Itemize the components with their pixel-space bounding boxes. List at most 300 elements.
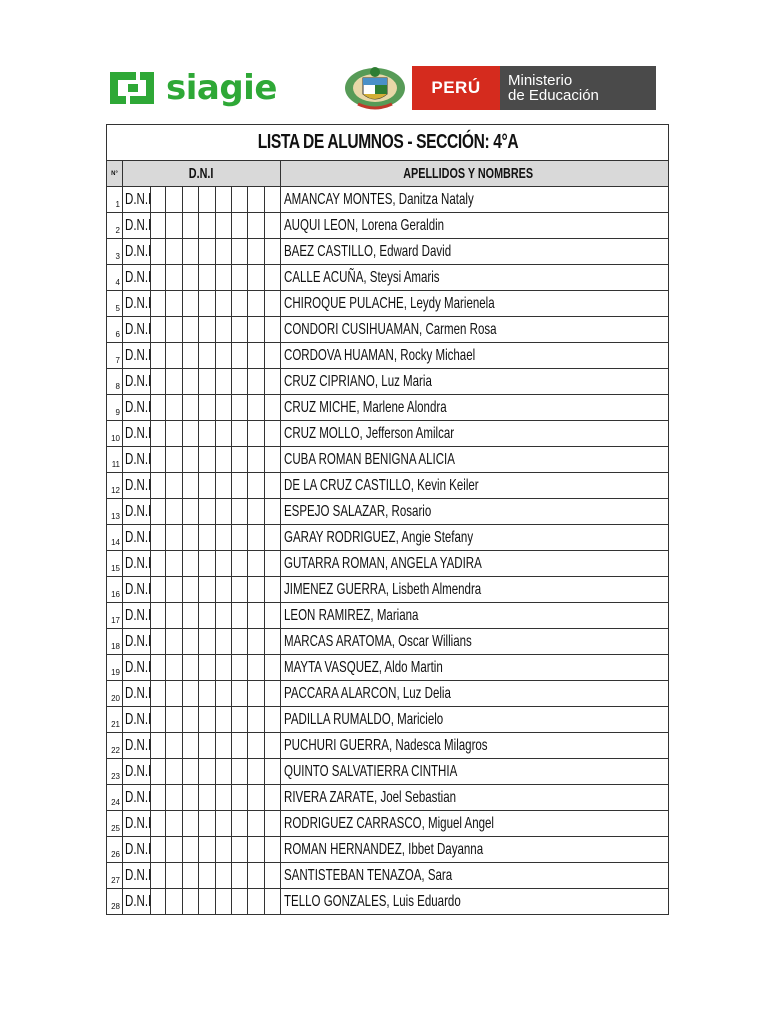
student-name: RODRIGUEZ CARRASCO, Miguel Angel: [281, 811, 669, 837]
dni-digit-box: [248, 863, 265, 889]
dni-digit-box: [216, 447, 232, 473]
dni-digit-box: [199, 655, 216, 681]
dni-digit-box: [232, 759, 248, 785]
table-row: [107, 473, 669, 499]
row-number: 13: [107, 499, 123, 525]
dni-digit-box: [166, 707, 183, 733]
dni-digit-box: [216, 343, 232, 369]
dni-digit-box: [232, 395, 248, 421]
dni-label: D.N.I: [123, 811, 151, 837]
student-name: PUCHURI GUERRA, Nadesca Milagros: [281, 733, 669, 759]
row-number: 15: [107, 551, 123, 577]
student-name: CALLE ACUÑA, Steysi Amaris: [281, 265, 669, 291]
dni-digit-box: [183, 343, 199, 369]
row-number: 20: [107, 681, 123, 707]
dni-digit-box: [232, 837, 248, 863]
dni-digit-box: [232, 889, 248, 915]
student-name: GUTARRA ROMAN, ANGELA YADIRA: [281, 551, 669, 577]
table-row: [107, 369, 669, 395]
dni-digit-box: [216, 317, 232, 343]
dni-digit-box: [199, 473, 216, 499]
dni-digit-box: [199, 343, 216, 369]
ministerio-line2: de Educación: [508, 87, 599, 104]
table-row: [107, 187, 669, 213]
dni-digit-box: [216, 369, 232, 395]
siagie-icon: [106, 68, 158, 108]
dni-digit-box: [166, 655, 183, 681]
dni-digit-box: [199, 889, 216, 915]
dni-digit-box: [199, 265, 216, 291]
student-name: ROMAN HERNANDEZ, Ibbet Dayanna: [281, 837, 669, 863]
dni-label: D.N.I: [123, 499, 151, 525]
table-row: [107, 785, 669, 811]
dni-digit-box: [265, 317, 281, 343]
dni-digit-box: [265, 499, 281, 525]
dni-digit-box: [183, 525, 199, 551]
dni-digit-box: [248, 629, 265, 655]
dni-digit-box: [166, 577, 183, 603]
row-number: 7: [107, 343, 123, 369]
table-row: [107, 863, 669, 889]
dni-digit-box: [248, 343, 265, 369]
dni-digit-box: [265, 759, 281, 785]
dni-digit-box: [265, 863, 281, 889]
dni-digit-box: [183, 863, 199, 889]
row-number: 19: [107, 655, 123, 681]
row-number: 23: [107, 759, 123, 785]
dni-digit-box: [199, 811, 216, 837]
dni-digit-box: [248, 291, 265, 317]
dni-digit-box: [232, 525, 248, 551]
dni-digit-box: [248, 265, 265, 291]
dni-digit-box: [248, 655, 265, 681]
student-list-table: [106, 124, 669, 915]
row-number: 14: [107, 525, 123, 551]
dni-digit-box: [216, 603, 232, 629]
dni-digit-box: [183, 707, 199, 733]
dni-digit-box: [166, 447, 183, 473]
row-number: 17: [107, 603, 123, 629]
dni-digit-box: [216, 759, 232, 785]
dni-digit-box: [232, 733, 248, 759]
dni-digit-box: [199, 837, 216, 863]
dni-digit-box: [248, 811, 265, 837]
student-name: SANTISTEBAN TENAZOA, Sara: [281, 863, 669, 889]
ministerio-badge: [500, 66, 656, 110]
dni-digit-box: [199, 239, 216, 265]
dni-digit-box: [265, 551, 281, 577]
dni-label: D.N.I: [123, 317, 151, 343]
student-name: CORDOVA HUAMAN, Rocky Michael: [281, 343, 669, 369]
table-row: [107, 707, 669, 733]
dni-digit-box: [183, 447, 199, 473]
dni-digit-box: [216, 707, 232, 733]
dni-digit-box: [232, 265, 248, 291]
student-name: CONDORI CUSIHUAMAN, Carmen Rosa: [281, 317, 669, 343]
dni-digit-box: [183, 759, 199, 785]
dni-digit-box: [216, 889, 232, 915]
row-number: 22: [107, 733, 123, 759]
dni-digit-box: [265, 447, 281, 473]
dni-digit-box: [166, 629, 183, 655]
dni-digit-box: [248, 525, 265, 551]
dni-digit-box: [216, 499, 232, 525]
row-number: 8: [107, 369, 123, 395]
student-name: CUBA ROMAN BENIGNA ALICIA: [281, 447, 669, 473]
dni-digit-box: [216, 421, 232, 447]
row-number: 24: [107, 785, 123, 811]
table-row: [107, 603, 669, 629]
student-name: TELLO GONZALES, Luis Eduardo: [281, 889, 669, 915]
dni-digit-box: [216, 785, 232, 811]
dni-digit-box: [199, 785, 216, 811]
student-name: PADILLA RUMALDO, Maricielo: [281, 707, 669, 733]
dni-digit-box: [232, 317, 248, 343]
dni-label: D.N.I: [123, 395, 151, 421]
dni-digit-box: [248, 577, 265, 603]
dni-label: D.N.I: [123, 421, 151, 447]
table-row: [107, 213, 669, 239]
dni-digit-box: [216, 551, 232, 577]
dni-digit-box: [216, 733, 232, 759]
dni-digit-box: [216, 291, 232, 317]
dni-digit-box: [248, 317, 265, 343]
dni-digit-box: [199, 863, 216, 889]
dni-digit-box: [216, 525, 232, 551]
dni-label: D.N.I: [123, 551, 151, 577]
dni-digit-box: [183, 655, 199, 681]
dni-digit-box: [232, 863, 248, 889]
dni-digit-box: [265, 707, 281, 733]
table-row: [107, 629, 669, 655]
dni-digit-box: [265, 421, 281, 447]
dni-digit-box: [199, 369, 216, 395]
dni-digit-box: [166, 291, 183, 317]
dni-digit-box: [166, 473, 183, 499]
dni-digit-box: [232, 421, 248, 447]
dni-label: D.N.I: [123, 629, 151, 655]
dni-label: D.N.I: [123, 707, 151, 733]
dni-digit-box: [199, 213, 216, 239]
dni-digit-box: [265, 681, 281, 707]
table-row: [107, 811, 669, 837]
peru-badge: [412, 66, 500, 110]
dni-digit-box: [265, 239, 281, 265]
dni-digit-box: [232, 499, 248, 525]
column-header-row: [107, 161, 669, 187]
dni-label: D.N.I: [123, 733, 151, 759]
dni-digit-box: [216, 473, 232, 499]
dni-digit-box: [183, 681, 199, 707]
ministerio-line1: Ministerio: [508, 72, 573, 89]
table-row: [107, 655, 669, 681]
dni-digit-box: [183, 603, 199, 629]
table-row: [107, 395, 669, 421]
dni-digit-box: [232, 213, 248, 239]
dni-label: D.N.I: [123, 213, 151, 239]
dni-digit-box: [265, 603, 281, 629]
dni-digit-box: [232, 369, 248, 395]
dni-label: D.N.I: [123, 525, 151, 551]
dni-digit-box: [166, 759, 183, 785]
dni-digit-box: [216, 863, 232, 889]
dni-digit-box: [248, 785, 265, 811]
dni-digit-box: [183, 785, 199, 811]
dni-digit-box: [232, 187, 248, 213]
dni-digit-box: [248, 733, 265, 759]
dni-digit-box: [232, 655, 248, 681]
dni-digit-box: [183, 291, 199, 317]
dni-digit-box: [183, 473, 199, 499]
dni-digit-box: [248, 499, 265, 525]
dni-digit-box: [216, 265, 232, 291]
dni-label: D.N.I: [123, 239, 151, 265]
dni-digit-box: [265, 369, 281, 395]
table-row: [107, 291, 669, 317]
row-number: 4: [107, 265, 123, 291]
dni-digit-box: [216, 629, 232, 655]
dni-digit-box: [232, 577, 248, 603]
dni-digit-box: [183, 811, 199, 837]
dni-digit-box: [265, 265, 281, 291]
dni-digit-box: [199, 447, 216, 473]
dni-label: D.N.I: [123, 291, 151, 317]
dni-digit-box: [166, 551, 183, 577]
student-name: GARAY RODRIGUEZ, Angie Stefany: [281, 525, 669, 551]
dni-digit-box: [248, 369, 265, 395]
dni-digit-box: [265, 525, 281, 551]
row-number: 3: [107, 239, 123, 265]
table-row: [107, 551, 669, 577]
dni-label: D.N.I: [123, 603, 151, 629]
student-name: AMANCAY MONTES, Danitza Nataly: [281, 187, 669, 213]
dni-digit-box: [232, 681, 248, 707]
student-name: DE LA CRUZ CASTILLO, Kevin Keiler: [281, 473, 669, 499]
dni-digit-box: [183, 265, 199, 291]
dni-digit-box: [183, 187, 199, 213]
dni-digit-box: [265, 473, 281, 499]
dni-digit-box: [199, 551, 216, 577]
student-name: PACCARA ALARCON, Luz Delia: [281, 681, 669, 707]
dni-digit-box: [199, 681, 216, 707]
dni-label: D.N.I: [123, 265, 151, 291]
dni-digit-box: [265, 889, 281, 915]
row-number: 25: [107, 811, 123, 837]
student-name: CRUZ MOLLO, Jefferson Amilcar: [281, 421, 669, 447]
student-name: CRUZ MICHE, Marlene Alondra: [281, 395, 669, 421]
dni-digit-box: [232, 629, 248, 655]
dni-digit-box: [232, 603, 248, 629]
dni-digit-box: [265, 187, 281, 213]
dni-digit-box: [265, 629, 281, 655]
dni-digit-box: [199, 759, 216, 785]
dni-digit-box: [216, 811, 232, 837]
siagie-wordmark: siagie: [166, 68, 277, 108]
dni-label: D.N.I: [123, 369, 151, 395]
row-number: 11: [107, 447, 123, 473]
dni-digit-box: [166, 369, 183, 395]
row-number: 21: [107, 707, 123, 733]
dni-digit-box: [248, 837, 265, 863]
table-title: LISTA DE ALUMNOS - SECCIÓN: 4°A: [257, 131, 518, 153]
dni-label: D.N.I: [123, 577, 151, 603]
dni-digit-box: [265, 733, 281, 759]
dni-digit-box: [216, 187, 232, 213]
student-name: QUINTO SALVATIERRA CINTHIA: [281, 759, 669, 785]
dni-digit-box: [183, 369, 199, 395]
column-header-dni: D.N.I: [123, 161, 281, 187]
dni-digit-box: [183, 317, 199, 343]
dni-digit-box: [166, 187, 183, 213]
table-row: [107, 499, 669, 525]
dni-label: D.N.I: [123, 837, 151, 863]
row-number: 16: [107, 577, 123, 603]
table-row: [107, 317, 669, 343]
student-name: RIVERA ZARATE, Joel Sebastian: [281, 785, 669, 811]
dni-digit-box: [248, 395, 265, 421]
dni-digit-box: [166, 837, 183, 863]
dni-digit-box: [232, 551, 248, 577]
column-header-names: APELLIDOS Y NOMBRES: [281, 161, 669, 187]
dni-label: D.N.I: [123, 785, 151, 811]
dni-digit-box: [199, 291, 216, 317]
dni-label: D.N.I: [123, 655, 151, 681]
dni-digit-box: [216, 577, 232, 603]
dni-digit-box: [265, 811, 281, 837]
dni-digit-box: [166, 733, 183, 759]
dni-digit-box: [199, 525, 216, 551]
dni-digit-box: [183, 213, 199, 239]
dni-digit-box: [265, 785, 281, 811]
dni-digit-box: [216, 213, 232, 239]
student-name: CHIROQUE PULACHE, Leydy Marienela: [281, 291, 669, 317]
dni-digit-box: [232, 707, 248, 733]
dni-digit-box: [199, 603, 216, 629]
dni-digit-box: [166, 525, 183, 551]
dni-digit-box: [265, 213, 281, 239]
dni-digit-box: [166, 889, 183, 915]
student-name: JIMENEZ GUERRA, Lisbeth Almendra: [281, 577, 669, 603]
dni-label: D.N.I: [123, 473, 151, 499]
dni-digit-box: [166, 421, 183, 447]
table-row: [107, 343, 669, 369]
dni-digit-box: [248, 889, 265, 915]
dni-digit-box: [166, 395, 183, 421]
dni-digit-box: [166, 317, 183, 343]
table-row: [107, 265, 669, 291]
dni-digit-box: [166, 811, 183, 837]
dni-digit-box: [183, 395, 199, 421]
row-number: 28: [107, 889, 123, 915]
dni-digit-box: [232, 811, 248, 837]
dni-digit-box: [199, 499, 216, 525]
student-name: LEON RAMIREZ, Mariana: [281, 603, 669, 629]
row-number: 6: [107, 317, 123, 343]
header-logo-bar: [106, 64, 660, 112]
row-number: 27: [107, 863, 123, 889]
dni-digit-box: [248, 681, 265, 707]
dni-digit-box: [183, 239, 199, 265]
row-number: 1: [107, 187, 123, 213]
dni-digit-box: [232, 291, 248, 317]
dni-digit-box: [183, 551, 199, 577]
dni-digit-box: [183, 577, 199, 603]
peru-coat-of-arms-icon: [342, 64, 408, 110]
dni-digit-box: [265, 291, 281, 317]
table-row: [107, 421, 669, 447]
dni-digit-box: [183, 733, 199, 759]
dni-digit-box: [166, 681, 183, 707]
dni-label: D.N.I: [123, 889, 151, 915]
row-number: 10: [107, 421, 123, 447]
dni-digit-box: [265, 655, 281, 681]
dni-digit-box: [232, 473, 248, 499]
dni-digit-box: [265, 837, 281, 863]
dni-digit-box: [265, 343, 281, 369]
table-title-cell: [107, 125, 669, 161]
dni-digit-box: [183, 421, 199, 447]
table-row: [107, 681, 669, 707]
table-row: [107, 577, 669, 603]
student-name: MAYTA VASQUEZ, Aldo Martin: [281, 655, 669, 681]
dni-digit-box: [166, 239, 183, 265]
table-row: [107, 239, 669, 265]
dni-digit-box: [232, 239, 248, 265]
table-row: [107, 447, 669, 473]
dni-digit-box: [248, 707, 265, 733]
student-name: MARCAS ARATOMA, Oscar Willians: [281, 629, 669, 655]
dni-digit-box: [166, 603, 183, 629]
dni-digit-box: [216, 655, 232, 681]
dni-digit-box: [248, 603, 265, 629]
row-number: 12: [107, 473, 123, 499]
table-row: [107, 837, 669, 863]
dni-digit-box: [248, 551, 265, 577]
table-row: [107, 889, 669, 915]
row-number: 2: [107, 213, 123, 239]
dni-digit-box: [216, 239, 232, 265]
dni-digit-box: [232, 785, 248, 811]
row-number: 18: [107, 629, 123, 655]
student-name: CRUZ CIPRIANO, Luz Maria: [281, 369, 669, 395]
row-number: 26: [107, 837, 123, 863]
dni-digit-box: [232, 447, 248, 473]
dni-digit-box: [199, 317, 216, 343]
table-row: [107, 733, 669, 759]
row-number: 9: [107, 395, 123, 421]
dni-digit-box: [232, 343, 248, 369]
dni-digit-box: [199, 421, 216, 447]
dni-label: D.N.I: [123, 447, 151, 473]
table-row: [107, 525, 669, 551]
dni-digit-box: [199, 577, 216, 603]
dni-label: D.N.I: [123, 759, 151, 785]
dni-label: D.N.I: [123, 681, 151, 707]
dni-digit-box: [199, 187, 216, 213]
dni-digit-box: [216, 837, 232, 863]
table-row: [107, 759, 669, 785]
dni-digit-box: [248, 447, 265, 473]
dni-digit-box: [166, 785, 183, 811]
dni-digit-box: [248, 421, 265, 447]
dni-digit-box: [248, 473, 265, 499]
dni-digit-box: [183, 629, 199, 655]
peru-label: PERÚ: [431, 78, 481, 97]
dni-digit-box: [265, 577, 281, 603]
dni-digit-box: [248, 759, 265, 785]
student-name: ESPEJO SALAZAR, Rosario: [281, 499, 669, 525]
dni-digit-box: [166, 213, 183, 239]
